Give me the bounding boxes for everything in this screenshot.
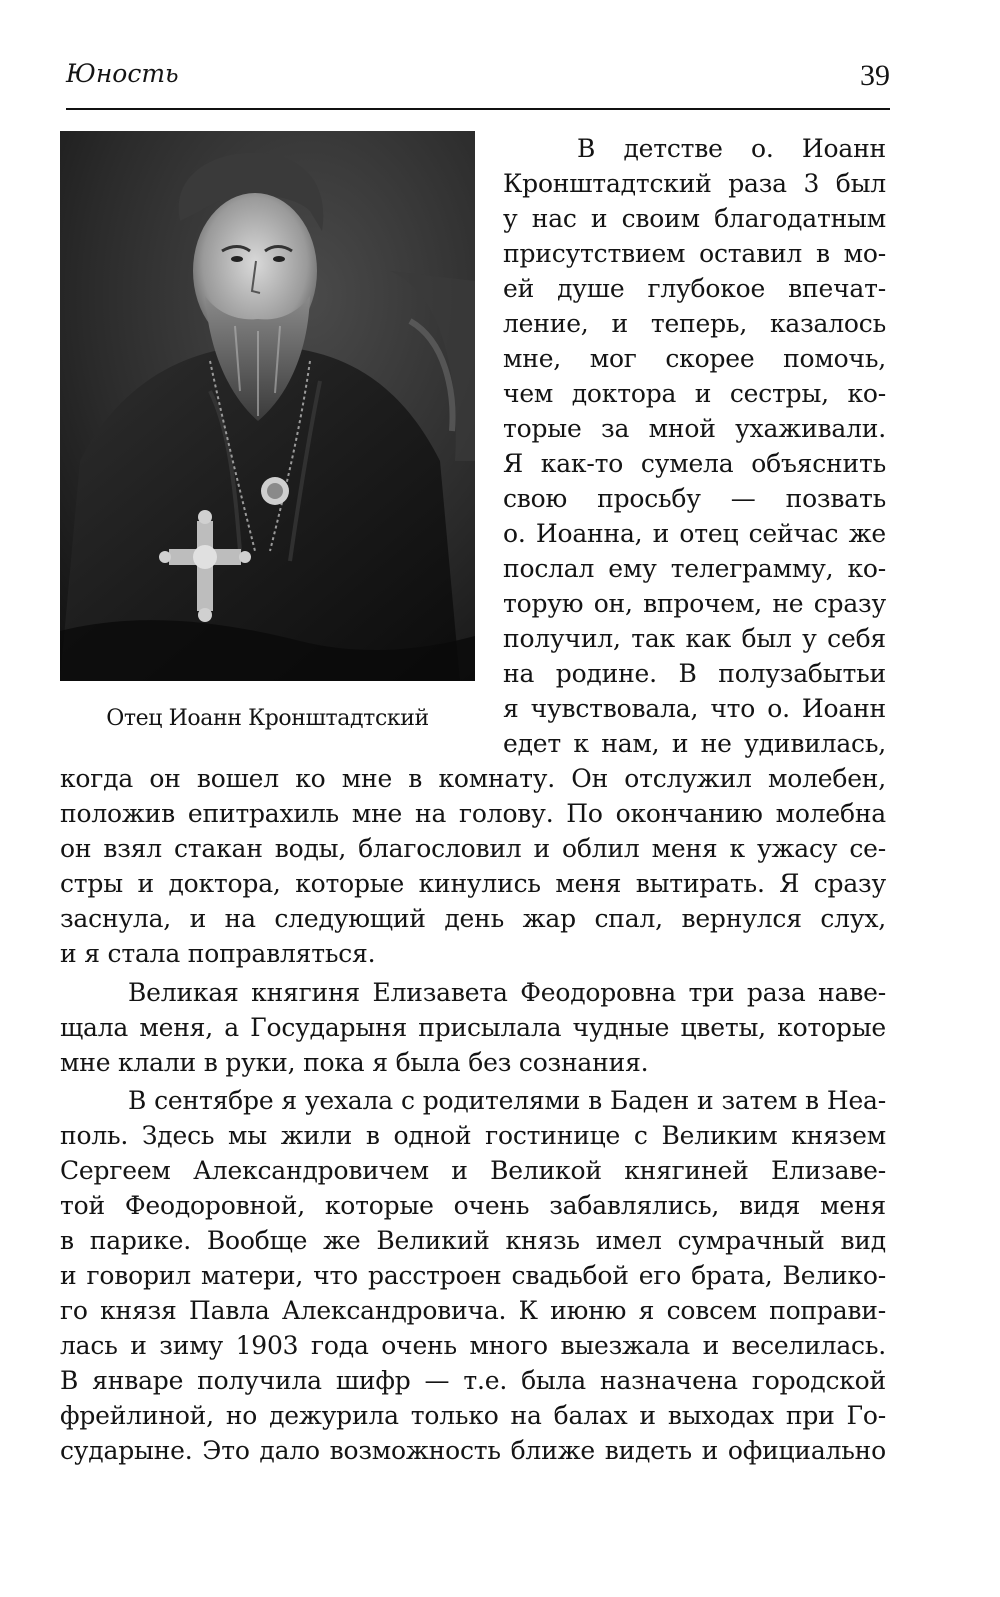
text-line: мне клали в руки, пока я была без сознания. [60,1048,649,1077]
photo-caption: Отец Иоанн Кронштадтский [106,706,429,731]
text-line: торые за мной ухаживали. [503,414,886,443]
text-line: едет к нам, и не удивилась, [503,729,886,758]
page-header [66,56,890,110]
text-line: послал ему телеграмму, ко- [503,554,886,583]
text-line: чем доктора и сестры, ко- [503,379,886,408]
text-line: той Феодоровной, которые очень забавлялись, видя меня [60,1191,886,1220]
text-line: фрейлиной, но дежурила только на балах и выходах при Го- [60,1401,886,1430]
portrait-photo [60,131,475,681]
text-line: щала меня, а Государыня присылала чудные цветы, которые [60,1013,886,1042]
text-line: Сергеем Александровичем и Великой княгиней Елизаве- [60,1156,886,1185]
text-line: когда он вошел ко мне в комнату. Он отслужил молебен, [60,764,886,793]
text-line: заснула, и на следующий день жар спал, вернулся слух, [60,904,886,933]
text-line: ей душе глубокое впечат- [503,274,886,303]
text-line: В детстве о. Иоанн [577,134,886,163]
portrait-image [60,131,475,681]
text-line: поль. Здесь мы жили в одной гостинице с Великим князем [60,1121,886,1150]
text-line: Кронштадтский раза 3 был [503,169,886,198]
text-line: Великая княгиня Елизавета Феодоровна три раза наве- [128,978,886,1007]
text-line: и я стала поправляться. [60,939,376,968]
text-line: лась и зиму 1903 года очень много выезжала и веселилась. [60,1331,886,1360]
text-line: на родине. В полузабытьи [503,659,886,688]
text-line: в парике. Вообще же Великий князь имел сумрачный вид [60,1226,886,1255]
text-line: и говорил матери, что расстроен свадьбой его брата, Велико- [60,1261,886,1290]
text-line: В сентябре я уехала с родителями в Баден и затем в Неа- [128,1086,886,1115]
text-line: торую он, впрочем, не сразу [503,589,886,618]
text-line: положив епитрахиль мне на голову. По окончанию молебна [60,799,886,828]
text-line: присутствием оставил в мо- [503,239,886,268]
running-head: Юность [66,59,179,88]
text-line: получил, так как был у себя [503,624,886,653]
text-line: го князя Павла Александровича. К июню я совсем поправи- [60,1296,886,1325]
text-line: я чувствовала, что о. Иоанн [503,694,886,723]
text-line: мне, мог скорее помочь, [503,344,886,373]
text-line: ление, и теперь, казалось [503,309,886,338]
text-line: стры и доктора, которые кинулись меня вытирать. Я сразу [60,869,886,898]
text-line: у нас и своим благодатным [503,204,886,233]
page-number: 39 [860,59,890,92]
text-line: В январе получила шифр — т.е. была назначена городской [60,1366,886,1395]
text-line: Я как-то сумела объяснить [503,449,886,478]
text-line: о. Иоанна, и отец сейчас же [503,519,886,548]
text-line: свою просьбу — позвать [503,484,886,513]
text-line: он взял стакан воды, благословил и облил меня к ужасу се- [60,834,886,863]
text-line: сударыне. Это дало возможность ближе видеть и официально [60,1436,886,1465]
